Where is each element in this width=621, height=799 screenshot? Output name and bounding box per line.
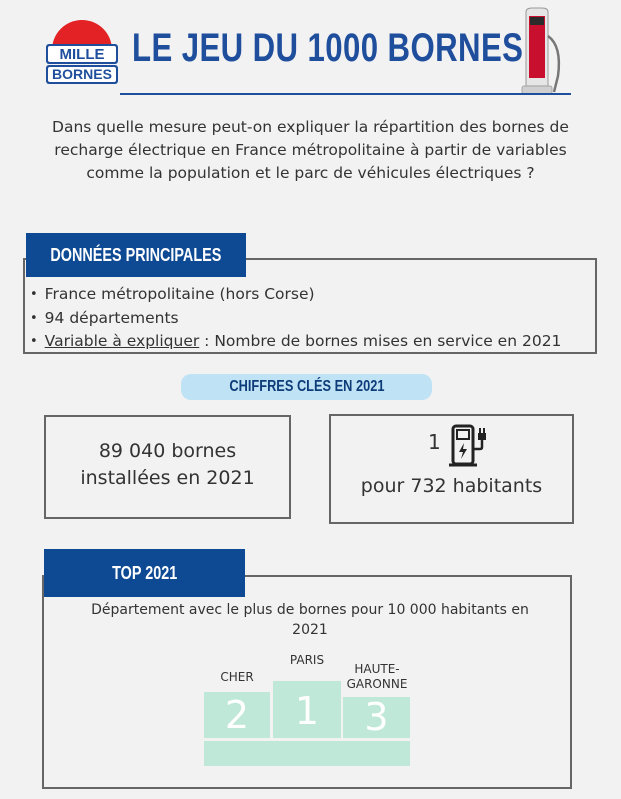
research-question: Dans quelle mesure peut-on expliquer la répartition des bornes de recharge électrique en France métropolitaine à partir de variables comme la population et le parc de véhicules électriques ? bbox=[52, 118, 569, 182]
svg-text:BORNES: BORNES bbox=[52, 66, 112, 82]
podium-label-3-line2: GARONNE bbox=[346, 677, 408, 691]
top-title: TOP 2021 bbox=[111, 563, 178, 583]
podium-step-2: 2 bbox=[204, 692, 270, 738]
variable-value: : Nombre de bornes mises en service en 2021 bbox=[199, 332, 562, 350]
list-item: • France métropolitaine (hors Corse) bbox=[30, 283, 600, 307]
chiffres-title: CHIFFRES CLÉS EN 2021 bbox=[228, 378, 385, 395]
podium-step-3: 3 bbox=[343, 697, 410, 738]
podium-base bbox=[204, 741, 410, 766]
kpi-bornes-line1: 89 040 bornes bbox=[98, 440, 237, 462]
podium-step-1: 1 bbox=[273, 681, 341, 738]
list-item: • 94 départements bbox=[30, 307, 600, 331]
ev-charger-icon bbox=[446, 421, 496, 469]
ev-charger-illustration bbox=[512, 6, 564, 98]
podium-label-3-line1: HAUTE- bbox=[354, 662, 400, 676]
kpi-bornes-text bbox=[44, 438, 291, 492]
kpi-bornes-line2: installées en 2021 bbox=[80, 467, 255, 489]
list-item bbox=[30, 330, 600, 354]
donnees-title: DONNÉES PRINCIPALES bbox=[50, 245, 222, 265]
donnees-list bbox=[30, 283, 600, 354]
page-title: LE JEU DU 1000 BORNES bbox=[132, 26, 524, 70]
kpi-habitants-text: pour 732 habitants bbox=[360, 475, 543, 497]
donnees-header bbox=[26, 233, 246, 277]
mille-bornes-logo bbox=[42, 8, 122, 90]
top-header bbox=[44, 549, 245, 597]
podium-label-1: PARIS bbox=[289, 653, 325, 667]
chiffres-header bbox=[181, 374, 432, 400]
title-underline bbox=[120, 93, 571, 95]
podium-label-2: CHER bbox=[220, 670, 254, 684]
kpi-habitants-number: 1 bbox=[428, 430, 441, 454]
variable-label: Variable à expliquer bbox=[44, 332, 200, 350]
svg-text:MILLE: MILLE bbox=[59, 46, 105, 63]
top-subtitle: Département avec le plus de bornes pour 10 000 habitants en 2021 bbox=[91, 602, 529, 638]
podium-label-3 bbox=[336, 662, 418, 692]
